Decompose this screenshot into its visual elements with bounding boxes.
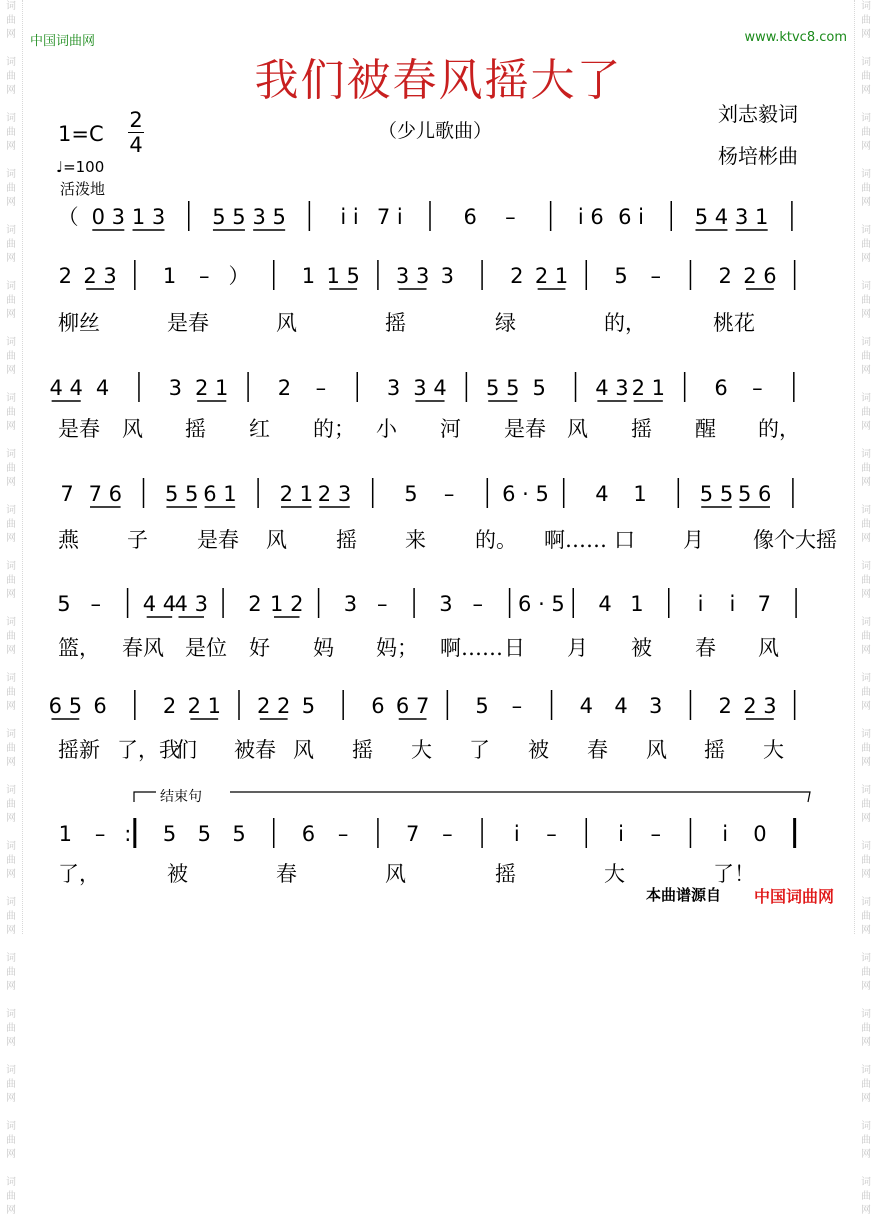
source-label: 本曲谱源自 [646, 886, 722, 904]
note-group: – [546, 822, 557, 846]
note-group: 6 1 [203, 482, 237, 506]
note-group: 1 [58, 822, 73, 846]
note-group: 5 [301, 694, 316, 718]
lyric-word: 是春 [197, 528, 239, 552]
note-group: 1 [301, 264, 316, 288]
site-url-right[interactable]: www.ktvc8.com [744, 30, 847, 45]
song-title: 我们被春风摇大了 [254, 55, 623, 106]
lyric-word: 是春 [167, 311, 209, 335]
note-group: 6 5 [48, 694, 83, 718]
note-group: 7 [60, 482, 74, 506]
note-group: 2 6 [743, 264, 777, 288]
note-group: 3 [440, 264, 455, 288]
song-subtitle: （少儿歌曲） [378, 120, 493, 142]
lyric-word: 红 [249, 417, 270, 441]
note-group: 2 [58, 264, 73, 288]
lyric-word: 啊…… [440, 636, 503, 660]
lyric-word: 是春 [58, 417, 100, 441]
note-group: 1 [162, 264, 177, 288]
note-group: i [618, 822, 624, 846]
lyric-word: 摇 [336, 528, 357, 552]
note-group: 2 3 [743, 694, 777, 718]
lyric-word: 大 [604, 862, 625, 886]
note-group: 6 7 [395, 694, 430, 718]
lyric-word: 风 [122, 417, 143, 441]
note-group: 7 [757, 592, 771, 616]
note-group: 2 [718, 694, 732, 718]
note-group: 4 4 [49, 376, 83, 400]
lyric-word: 摇 [704, 738, 725, 762]
note-group: 5 [162, 822, 177, 846]
note-group: 3 [439, 592, 453, 616]
note-group: 2 3 [83, 264, 117, 288]
staff-row-svg [48, 474, 812, 514]
lyric-word: 桃花 [713, 311, 755, 335]
left-watermark-strip: 词 曲 网 词 曲 网 词 曲 网 词 曲 网 词 曲 网 词 曲 网 词 曲 网 词 曲 网 词 曲 网 词 曲 网 词 曲 网 词 曲 网 词 曲 网 词 曲 网 词 曲 网 词 曲 网 词 曲 网 词 曲 网 词 曲 网 词 曲 网 词 曲 网 词 曲 网 [0, 0, 23, 934]
expression-marking: 活泼地 [60, 180, 106, 198]
lyric-word: 风 [385, 862, 406, 886]
lyric-word: 风 [266, 528, 287, 552]
note-group: 4 3 [174, 592, 208, 616]
note-group: 6 [371, 694, 385, 718]
lyric-word: 春 [695, 636, 716, 660]
note-group: 6 [301, 822, 316, 846]
lyric-word: 来 [405, 528, 426, 552]
note-group: 2 1 [631, 376, 665, 400]
note-group: 2 1 [195, 376, 229, 400]
lyric-word: 的； [313, 417, 355, 441]
note-group: i i [340, 205, 359, 229]
note-group: 5 5 [164, 482, 199, 506]
note-group: 4 [598, 592, 612, 616]
lyric-word: 篮， [58, 636, 100, 660]
note-group: 3 5 [252, 205, 286, 229]
note-group: 5 [475, 694, 489, 718]
note-group: 4 [595, 482, 609, 506]
staff-row [48, 368, 812, 408]
lyric-word: 摇 [185, 417, 206, 441]
note-group: 2 [248, 592, 262, 616]
note-group: 3 [168, 376, 183, 400]
note-group: 2 1 [534, 264, 569, 288]
staff-row [48, 197, 812, 237]
note-group: 1 [630, 592, 644, 616]
note-group: 3 3 [395, 264, 430, 288]
note-group: 2 1 [187, 694, 221, 718]
note-group: 6 · 5 [502, 482, 549, 506]
staff-row [48, 814, 812, 854]
lyric-word: 啊…… [544, 528, 607, 552]
note-group: 5 4 [694, 205, 729, 229]
note-group: – [315, 376, 327, 400]
note-group: – [472, 592, 483, 616]
note-group: – [90, 592, 101, 616]
staff-row [48, 686, 812, 726]
note-group: 1 2 [270, 592, 304, 616]
lyric-word: 妈； [376, 636, 418, 660]
lyric-word: 摇 [631, 417, 652, 441]
note-group: 6 [463, 205, 477, 229]
staff-row [48, 584, 812, 624]
staff-row [48, 474, 812, 514]
note-group: 5 5 [212, 205, 246, 229]
time-signature-top: 2 [129, 108, 143, 132]
staff-row-svg [48, 368, 812, 408]
lyric-word: 的， [758, 417, 800, 441]
note-group: i [729, 592, 736, 616]
note-group: 5 6 [737, 482, 772, 506]
lyric-word: 们 [176, 738, 197, 762]
note-group: 4 3 [595, 376, 629, 400]
note-group: 2 [162, 694, 177, 718]
repeat-dots: : [124, 822, 132, 846]
lyric-word: 了，我 [117, 738, 180, 762]
note-group: 6 [714, 376, 728, 400]
note-group: 6 i [618, 205, 644, 229]
staff-row-svg [48, 584, 812, 624]
lyric-word: 摇 [385, 311, 406, 335]
note-group: （ [57, 205, 79, 229]
note-group: 3 [386, 376, 401, 400]
lyric-word: 摇新 [58, 738, 100, 762]
lyric-word: 被 [631, 636, 652, 660]
lyric-word: 口 [614, 528, 635, 552]
lyric-word: 日 [504, 636, 525, 660]
note-group: – [511, 694, 523, 718]
note-group: 2 [277, 376, 292, 400]
lyric-word: 子 [127, 528, 148, 552]
note-group: 5 [614, 264, 628, 288]
lyric-word: 妈 [313, 636, 334, 660]
lyric-word: 春 [587, 738, 608, 762]
lyric-word: 柳丝 [58, 311, 100, 335]
lyric-word: 绿 [495, 311, 516, 335]
source-site-link[interactable]: 中国词曲网 [754, 887, 835, 906]
lyric-word: 风 [293, 738, 314, 762]
lyric-word: 被 [528, 738, 549, 762]
note-group: 2 [510, 264, 524, 288]
note-group: – [94, 822, 106, 846]
staff-row-svg [48, 814, 812, 854]
note-group: 7 [405, 822, 420, 846]
note-group: 5 [57, 592, 71, 616]
lyric-word: 摇 [495, 862, 516, 886]
right-watermark-strip: 词 曲 网 词 曲 网 词 曲 网 词 曲 网 词 曲 网 词 曲 网 词 曲 网 词 曲 网 词 曲 网 词 曲 网 词 曲 网 词 曲 网 词 曲 网 词 曲 网 词 曲 网 词 曲 网 词 曲 网 词 曲 网 词 曲 网 词 曲 网 词 曲 网 词 曲 网 [854, 0, 877, 934]
note-group: 2 1 [279, 482, 314, 506]
lyric-word: 像个大摇 [753, 528, 837, 552]
note-group: i [697, 592, 704, 616]
lyric-word: 被 [167, 862, 188, 886]
tempo-marking: ♩=100 [56, 158, 105, 176]
lyric-word: 春 [276, 862, 297, 886]
lyric-word: 被春 [234, 738, 276, 762]
note-group: 5 [404, 482, 418, 506]
note-group: 7 i [376, 205, 403, 229]
composer-credit: 杨培彬曲 [718, 144, 798, 168]
lyric-word: 春风 [122, 636, 164, 660]
note-group: 6 [93, 694, 107, 718]
lyric-word: 风 [276, 311, 297, 335]
note-group: 2 2 [257, 694, 291, 718]
lyric-word: 大 [411, 738, 432, 762]
note-group: 0 3 [91, 205, 126, 229]
note-group: – [752, 376, 763, 400]
lyric-word: 的。 [475, 528, 517, 552]
note-group: 4 [614, 694, 628, 718]
lyric-word: 月 [567, 636, 588, 660]
note-group: 5 5 [486, 376, 520, 400]
note-group: – [337, 822, 349, 846]
note-group: 1 5 [326, 264, 360, 288]
lyric-word: 燕 [58, 528, 79, 552]
note-group: 1 [633, 482, 647, 506]
lyric-word: 好 [249, 636, 270, 660]
staff-row-svg [48, 197, 812, 237]
lyric-word: 河 [440, 417, 461, 441]
note-group: 5 [232, 822, 246, 846]
note-group: 3 4 [413, 376, 447, 400]
note-group: ） [228, 264, 250, 288]
lyric-word: 的， [604, 311, 646, 335]
lyric-word: 了！ [713, 862, 755, 886]
note-group: i 6 [577, 205, 604, 229]
lyric-word: 醒 [695, 417, 716, 441]
lyric-word: 是春 [504, 417, 546, 441]
note-group: 3 1 [734, 205, 769, 229]
lyric-word: 摇 [352, 738, 373, 762]
note-group: – [442, 822, 453, 846]
note-group: 5 5 [699, 482, 734, 506]
lyric-word: 风 [646, 738, 667, 762]
lyric-word: 风 [758, 636, 779, 660]
note-group: i [722, 822, 729, 846]
note-group: 5 [532, 376, 546, 400]
note-group: – [443, 482, 455, 506]
staff-row-svg [48, 686, 812, 726]
key-signature: 1=C [58, 122, 104, 146]
lyric-word: 小 [376, 417, 397, 441]
note-group: – [650, 264, 661, 288]
note-group: – [377, 592, 388, 616]
lyric-word: 月 [683, 528, 704, 552]
note-group: 3 [343, 592, 358, 616]
note-group: 5 [197, 822, 211, 846]
lyric-word: 了 [469, 738, 490, 762]
time-signature [128, 108, 144, 157]
site-name-left[interactable]: 中国词曲网 [30, 34, 96, 49]
note-group: 4 4 [142, 592, 177, 616]
note-group: 0 [753, 822, 767, 846]
lyric-word: 风 [567, 417, 588, 441]
note-group: 6 · 5 [518, 592, 565, 616]
note-group: 3 [649, 694, 663, 718]
lyric-word: 大 [763, 738, 784, 762]
time-signature-bottom: 4 [129, 133, 143, 157]
note-group: – [199, 264, 210, 288]
note-group: 4 [95, 376, 110, 400]
note-group: 2 [718, 264, 732, 288]
lyric-word: 是位 [185, 636, 227, 660]
staff-row [48, 256, 812, 296]
lyricist-credit: 刘志毅词 [718, 102, 798, 126]
staff-row-svg [48, 256, 812, 296]
ending-bracket [132, 790, 812, 804]
note-group: 2 3 [317, 482, 352, 506]
note-group: 4 [579, 694, 593, 718]
ending-label: 结束句 [160, 789, 202, 805]
note-group: 1 3 [131, 205, 166, 229]
note-group: i [513, 822, 520, 846]
note-group: 7 6 [88, 482, 123, 506]
lyric-word: 了， [58, 862, 100, 886]
note-group: – [650, 822, 661, 846]
note-group: – [505, 205, 516, 229]
